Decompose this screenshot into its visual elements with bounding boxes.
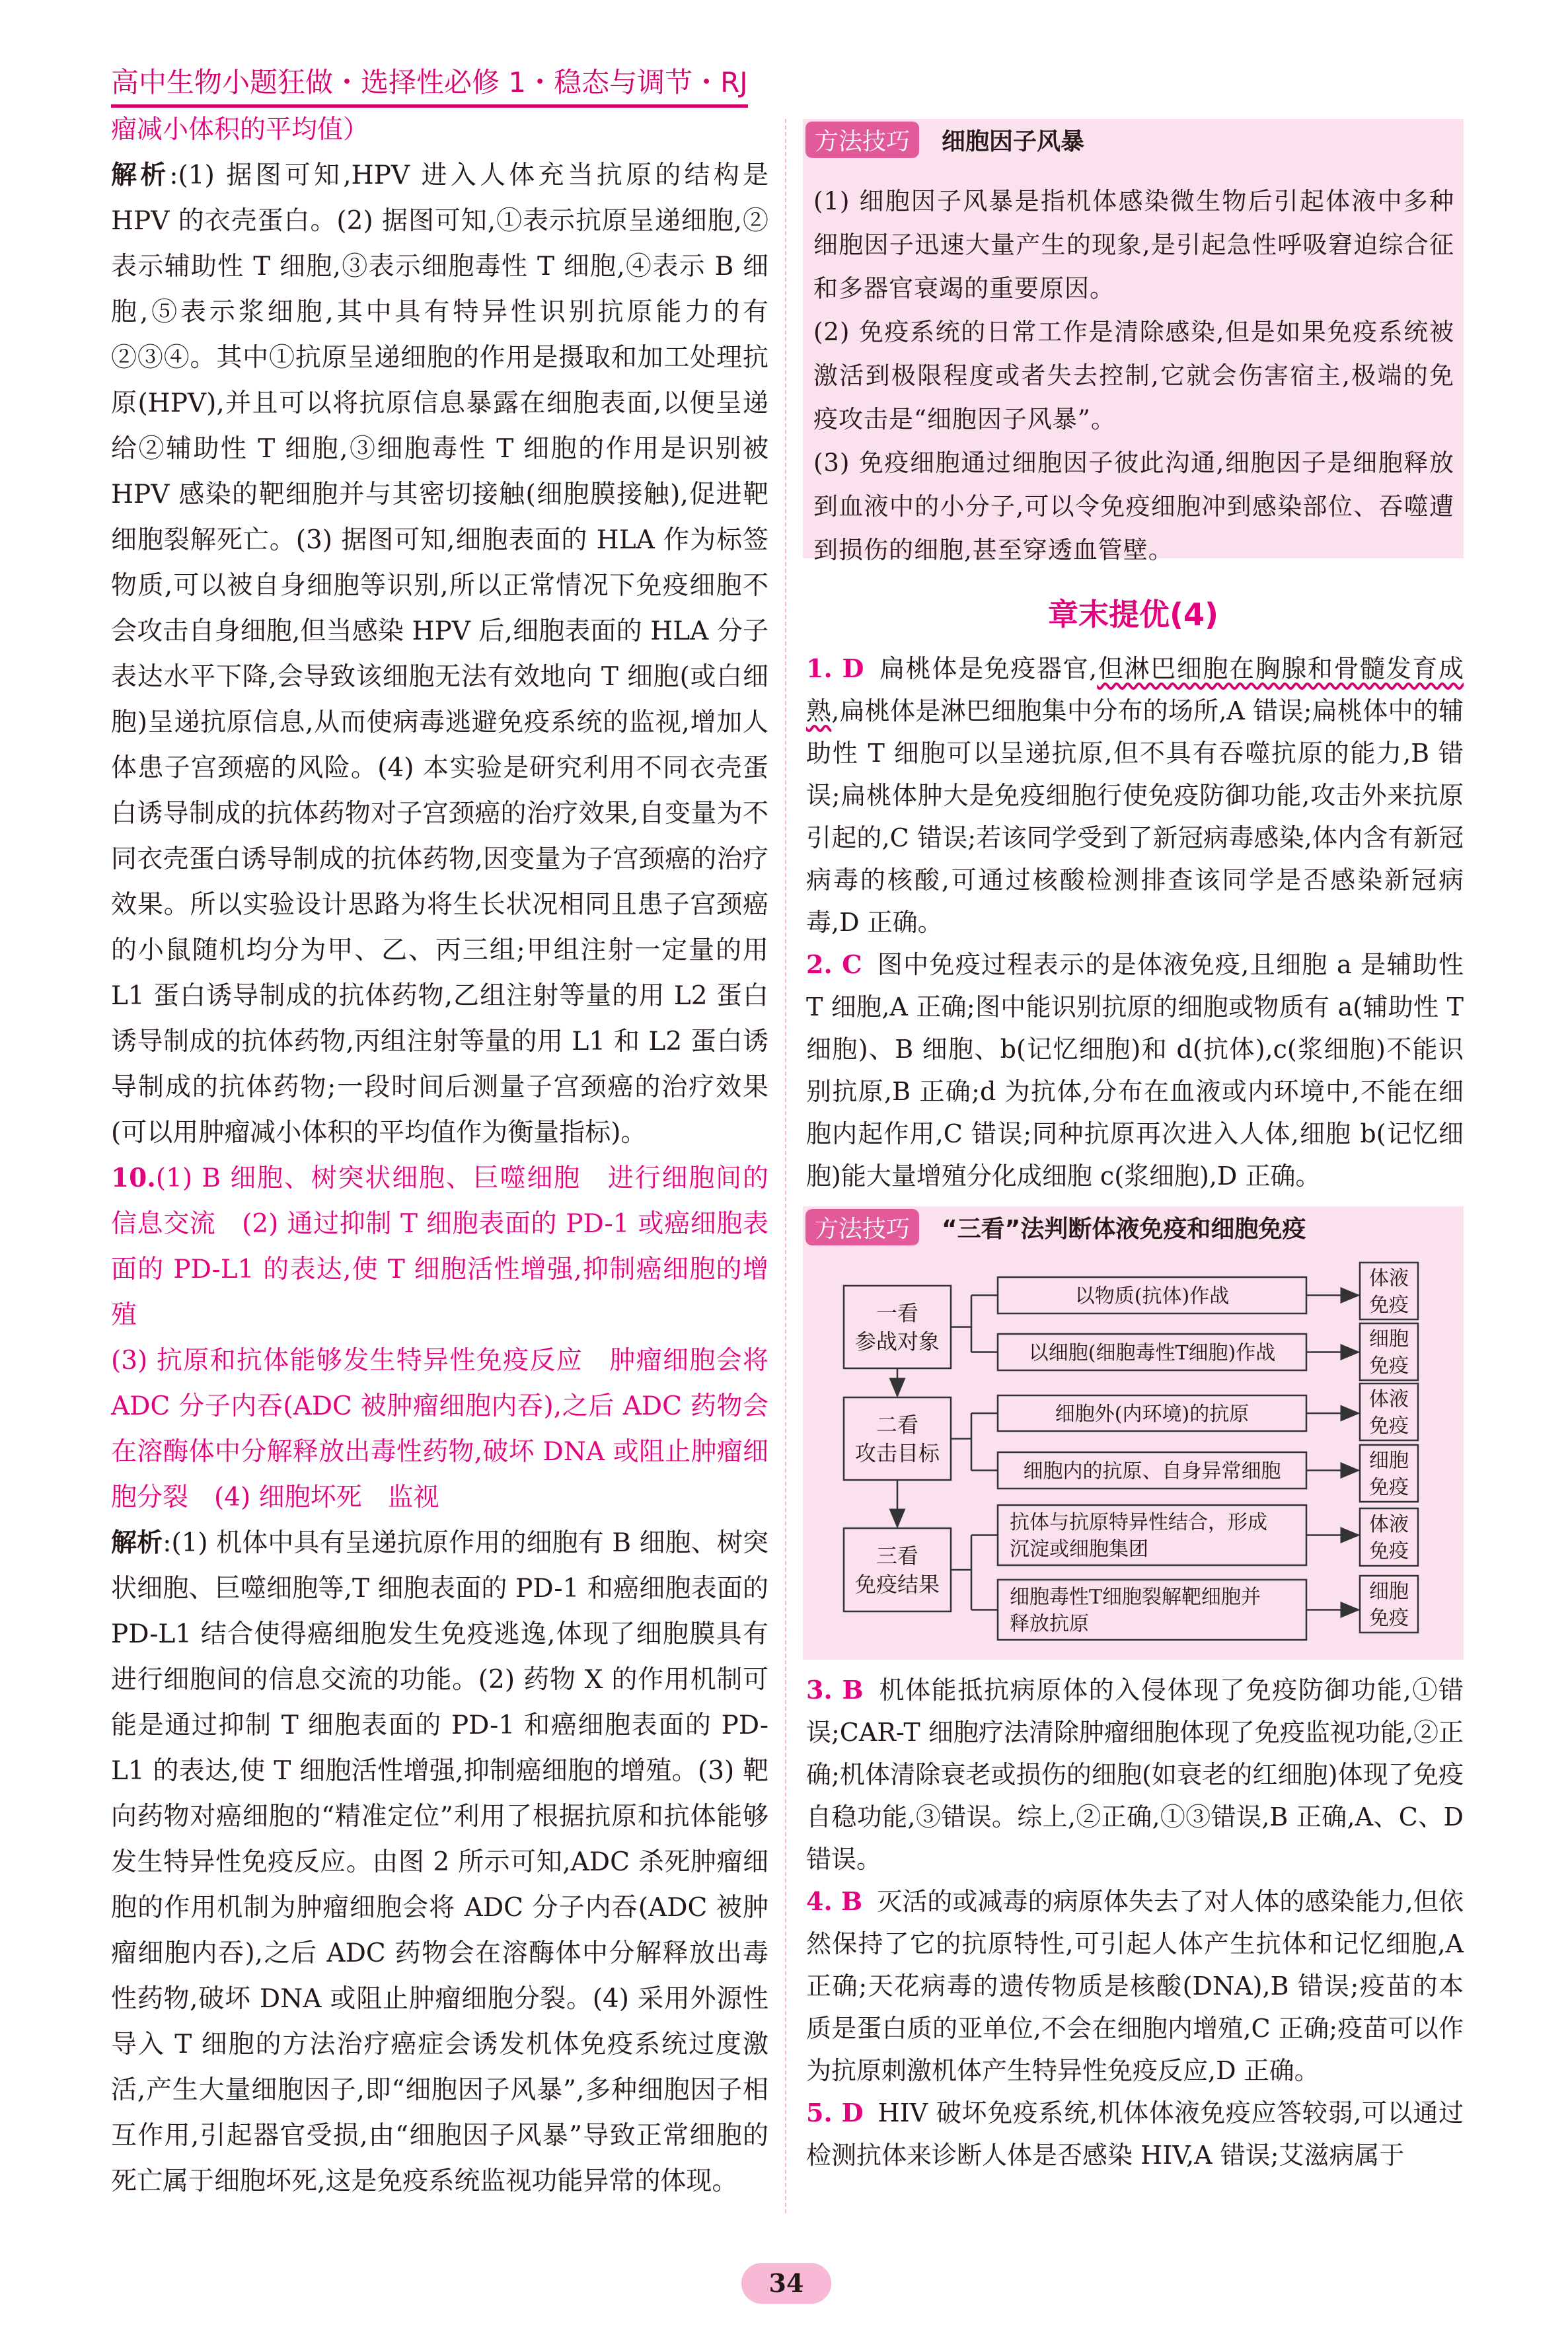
tip-box-three-looks [803,1206,1464,1660]
answers-3-5 [803,1669,1464,2176]
left-column [111,107,768,2204]
answer-number: 1. D [806,653,864,683]
criterion-label: 细胞内的抗原、自身异常细胞 [1023,1459,1281,1483]
step-label: 三看 [876,1543,919,1568]
result-label: 细胞 [1369,1327,1409,1351]
answer-text: HIV 破坏免疫系统,机体体液免疫应答较弱,可以通过检测抗体来诊断人体是否感染 HIV,A 错误;艾滋病属于 [806,2098,1464,2170]
result-label: 免疫 [1369,1476,1409,1500]
tip-title: “三看”法判断体液免疫和细胞免疫 [942,1216,1306,1243]
step-label: 一看 [876,1300,919,1326]
answer-item [806,2092,1464,2176]
answer-text: (1) B 细胞、树突状细胞、巨噬细胞 进行细胞间的信息交流 (2) 通过抑制 T 细胞表面的 PD-1 或癌细胞表面的 PD-L1 的表达,使 T 细胞活性增强,抑制癌细胞的增殖 [111,1163,768,1330]
tip-tag: 方法技巧 [805,122,919,158]
analysis-10 [111,1520,768,2204]
answer-item [806,1880,1464,2092]
answer-item [806,647,1464,943]
answer-number: 5. D [806,2098,864,2127]
analysis-label: 解析 [111,1528,163,1558]
result-label: 体液 [1369,1387,1409,1411]
answer-text: 机体能抵抗病原体的入侵体现了免疫防御功能,①错误;CAR-T 细胞疗法清除肿瘤细胞体现了免疫监视功能,②正确;机体清除衰老或损伤的细胞(如衰老的红细胞)体现了免疫自稳功能,③错误。综上,②正确,①③错误,B 正确,A、C、D 错误。 [806,1676,1464,1874]
step-label: 二看 [876,1412,919,1438]
tip-header [805,1209,1306,1245]
result-label: 免疫 [1369,1607,1409,1631]
step-label: 攻击目标 [854,1440,940,1466]
step-box [844,1286,951,1368]
criterion-label: 沉淀或细胞集团 [1010,1537,1148,1561]
analysis-9 [111,153,768,1156]
result-label: 免疫 [1369,1415,1409,1438]
answer-item [806,1669,1464,1880]
result-label: 体液 [1369,1267,1409,1290]
column-divider [785,119,786,2213]
answer-text: 灭活的或减毒的病原体失去了对人体的感染能力,但依然保持了它的抗原特性,可引起人体产生抗体和记忆细胞,A 正确;天花病毒的遗传物质是核酸(DNA),B 错误;疫苗的本质是蛋白质的亚单位,不会在细胞内增殖,C 正确;疫苗可以作为抗原刺激机体产生特异性免疫反应,D 正确。 [806,1887,1464,2085]
criterion-label: 以细胞(细胞毒性T细胞)作战 [1028,1341,1276,1365]
criterion-label: 以物质(抗体)作战 [1074,1284,1230,1308]
answer-text: 图中免疫过程表示的是体液免疫,且细胞 a 是辅助性 T 细胞,A 正确;图中能识别抗原的细胞或物质有 a(辅助性 T 细胞)、B 细胞、b(记忆细胞)和 d(抗体),c(浆细胞)不能识别抗原,B 正确;d 为抗体,分布在血液或内环境中,不能在细胞内起作用,C 错误;同种抗原再次进入人体,细胞 b(记忆细胞)能大量增殖分化成细胞 c(浆细胞),D 正确。 [806,950,1464,1191]
answer-text: 扁桃体是免疫器官, [878,654,1098,683]
section-title: 章末提优(4) [1047,597,1219,632]
result-label: 细胞 [1369,1580,1409,1604]
answer-number: 2. C [806,949,862,979]
result-label: 细胞 [1369,1449,1409,1473]
criterion-label: 抗体与抗原特异性结合，形成 [1010,1511,1267,1535]
page-number: 34 [741,2263,831,2304]
criterion-label: 释放抗原 [1010,1612,1089,1636]
right-column [803,588,1464,2176]
result-label: 免疫 [1369,1354,1409,1378]
tip-tag: 方法技巧 [805,1209,919,1245]
emphasized-text: 但淋巴细胞在胸腺和骨髓发育成熟 [806,654,1464,725]
tip-paragraph: (3) 免疫细胞通过细胞因子彼此沟通,细胞因子是细胞释放到血液中的小分子,可以令免疫细胞冲到感染部位、吞噬遭到损伤的细胞,甚至穿透血管壁。 [813,449,1454,564]
result-label: 免疫 [1369,1539,1409,1563]
result-label: 体液 [1369,1513,1409,1537]
tip-body [813,180,1454,572]
answer-10-cont: (3) 抗原和抗体能够发生特异性免疫反应 肿瘤细胞会将 ADC 分子内吞(ADC 被肿瘤细胞内吞),之后 ADC 药物会在溶酶体中分解释放出毒性药物,破坏 DNA 或阻止肿瘤细胞分裂 (4) 细胞坏死 监视 [111,1346,768,1512]
result-label: 免疫 [1369,1294,1409,1317]
answer-text: ,扁桃体是淋巴细胞集中分布的场所,A 错误;扁桃体中的辅助性 T 细胞可以呈递抗原,但不具有吞噬抗原的能力,B 错误;扁桃体肿大是免疫细胞行使免疫防御功能,攻击外来抗原引起的,C 错误;若该同学受到了新冠病毒感染,体内含有新冠病毒的核酸,可通过核酸检测排查该同学是否感染新冠病毒,D 正确。 [806,696,1464,937]
step-box [844,1397,951,1480]
running-header: 高中生物小题狂做・选择性必修 1・稳态与调节・RJ [111,61,748,108]
criterion-label: 细胞外(内环境)的抗原 [1055,1402,1250,1426]
analysis-text: :(1) 机体中具有呈递抗原作用的细胞有 B 细胞、树突状细胞、巨噬细胞等,T 细胞表面的 PD-1 和癌细胞表面的 PD-L1 结合使得癌细胞发生免疫逃逸,体现了细胞膜具有进行细胞间的信息交流的功能。(2) 药物 X 的作用机制可能是通过抑制 T 细胞表面的 PD-1 和癌细胞表面的 PD-L1 的表达,使 T 细胞活性增强,抑制癌细胞的增殖。(3) 靶向药物对癌细胞的“精准定位”利用了根据抗原和抗体能够发生特异性免疫反应。由图 2 所示可知,ADC 杀死肿瘤细胞的作用机制为肿瘤细胞会将 ADC 分子内吞(ADC 被肿瘤细胞内吞),之后 ADC 药物会在溶酶体中分解释放出毒性药物,破坏 DNA 或阻止肿瘤细胞分裂。(4) 采用外源性导入 T 细胞的方法治疗癌症会诱发机体免疫系统过度激活,产生大量细胞因子,即“细胞因子风暴”,多种细胞因子相互作用,引起器官受损,由“细胞因子风暴”导致正常细胞的死亡属于细胞坏死,这是免疫系统监视功能异常的体现。 [111,1528,768,2196]
question-number: 10. [111,1163,156,1193]
tip-paragraph: (2) 免疫系统的日常工作是清除感染,但是如果免疫系统被激活到极限程度或者失去控制,它就会伤害宿主,极端的免疫攻击是“细胞因子风暴”。 [813,318,1454,433]
answer-number: 3. B [806,1675,864,1705]
tip-title: 细胞因子风暴 [942,128,1085,155]
step-label: 参战对象 [854,1329,940,1354]
tip-header [805,122,1084,158]
immunity-flow-diagram [803,1206,1464,1660]
answer-number: 4. B [806,1886,863,1916]
analysis-label: 解析 [111,160,170,190]
step-label: 免疫结果 [854,1572,940,1598]
analysis-text: :(1) 据图可知,HPV 进入人体充当抗原的结构是 HPV 的衣壳蛋白。(2) 据图可知,①表示抗原呈递细胞,②表示辅助性 T 细胞,③表示细胞毒性 T 细胞,④表示 B 细胞,⑤表示浆细胞,其中具有特异性识别抗原能力的有②③④。其中①抗原呈递细胞的作用是摄取和加工处理抗原(HPV),并且可以将抗原信息暴露在细胞表面,以便呈递给②辅助性 T 细胞,③细胞毒性 T 细胞的作用是识别被 HPV 感染的靶细胞并与其密切接触(细胞膜接触),促进靶细胞裂解死亡。(3) 据图可知,细胞表面的 HLA 作为标签物质,可以被自身细胞等识别,所以正常情况下免疫细胞不会攻击自身细胞,但当感染 HPV 后,细胞表面的 HLA 分子表达水平下降,会导致该细胞无法有效地向 T 细胞(或白细胞)呈递抗原信息,从而使病毒逃避免疫系统的监视,增加人体患子宫颈癌的风险。(4) 本实验是研究利用不同衣壳蛋白诱导制成的抗体药物对子宫颈癌的治疗效果,自变量为不同衣壳蛋白诱导制成的抗体药物,因变量为子宫颈癌的治疗效果。所以实验设计思路为将生长状况相同且患子宫颈癌的小鼠随机均分为甲、乙、丙三组;甲组注射一定量的用 L1 蛋白诱导制成的抗体药物,乙组注射等量的用 L2 蛋白诱导制成的抗体药物,丙组注射等量的用 L1 和 L2 蛋白诱导制成的抗体药物;一段时间后测量子宫颈癌的治疗效果(可以用肿瘤减小体积的平均值作为衡量指标)。 [111,161,768,1148]
answer-item [806,943,1464,1197]
answers-1-2 [803,647,1464,1197]
carry-over-answer: 瘤减小体积的平均值） [111,115,369,145]
answer-10 [111,1156,768,1338]
tip-box-cytokine-storm [803,119,1464,564]
tip-paragraph: (1) 细胞因子风暴是指机体感染微生物后引起体液中多种细胞因子迅速大量产生的现象,是引起急性呼吸窘迫综合征和多器官衰竭的重要原因。 [813,187,1454,303]
step-box [844,1528,951,1611]
criterion-label: 细胞毒性T细胞裂解靶细胞并 [1010,1586,1261,1609]
